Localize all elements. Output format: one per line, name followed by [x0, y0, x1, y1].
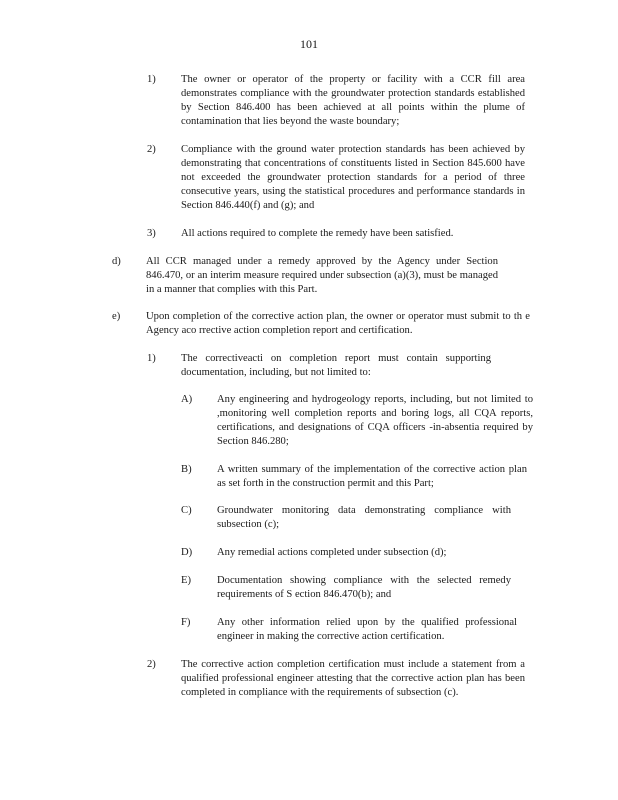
list-marker: d): [112, 256, 121, 267]
list-item-text: Upon completion of the corrective action plan, the owner or operator must submit to th e Agency aco rrective action completion report and certification.: [146, 311, 530, 336]
list-item-text: A written summary of the implementation of the corrective action plan as set forth in the construction permit and this Part;: [217, 464, 527, 489]
list-marker: A): [181, 394, 193, 405]
list-item-text: All CCR managed under a remedy approved by the Agency under Section 846.470, or an interim measure required under subsection (a)(3), must be managed in a manner that complies with this Part.: [146, 256, 498, 295]
list-item-text: All actions required to complete the remedy have been satisfied.: [181, 228, 454, 239]
list-item-text: Groundwater monitoring data demonstrating compliance with subsection (c);: [217, 505, 511, 530]
list-marker: 3): [147, 228, 156, 239]
list-item-text: The correctiveacti on completion report must contain supporting documentation, including, but not limited to:: [181, 353, 491, 378]
list-item-text: The owner or operator of the property or facility with a CCR fill area demonstrates compliance with the groundwater protection standards established by Section 846.400 has been achieved at all points within the plume of contamination that lies beyond the waste boundary;: [181, 74, 525, 127]
list-marker: e): [112, 311, 121, 322]
list-marker: F): [181, 617, 191, 628]
list-marker: 1): [147, 353, 156, 364]
list-marker: E): [181, 575, 191, 586]
list-marker: 1): [147, 74, 156, 85]
list-item-text: The corrective action completion certification must include a statement from a qualified professional engineer attesting that the corrective action plan has been completed in compliance with the requirements of subsection (c).: [181, 659, 525, 698]
list-marker: C): [181, 505, 192, 516]
list-marker: D): [181, 547, 193, 558]
list-item-text: Any engineering and hydrogeology reports, including, but not limited to ,monitoring well completion reports and boring logs, all CQA reports, certifications, and designations of CQA officers -in-absentia required by Section 846.280;: [217, 394, 533, 447]
list-item-text: Compliance with the ground water protection standards has been achieved by demonstrating that concentrations of constituents listed in Section 845.600 have not exceeded the groundwater protection standards for a period of three consecutive years, using the statistical procedures and performance standards in Section 846.440(f) and (g); and: [181, 144, 525, 211]
list-item-text: Documentation showing compliance with the selected remedy requirements of S ection 846.470(b); and: [217, 575, 511, 600]
list-marker: 2): [147, 144, 156, 155]
list-marker: 2): [147, 659, 156, 670]
list-item-text: Any other information relied upon by the qualified professional engineer in making the corrective action certification.: [217, 617, 517, 642]
list-marker: B): [181, 464, 192, 475]
page-number: 101: [300, 37, 318, 51]
list-item-text: Any remedial actions completed under subsection (d);: [217, 547, 447, 558]
